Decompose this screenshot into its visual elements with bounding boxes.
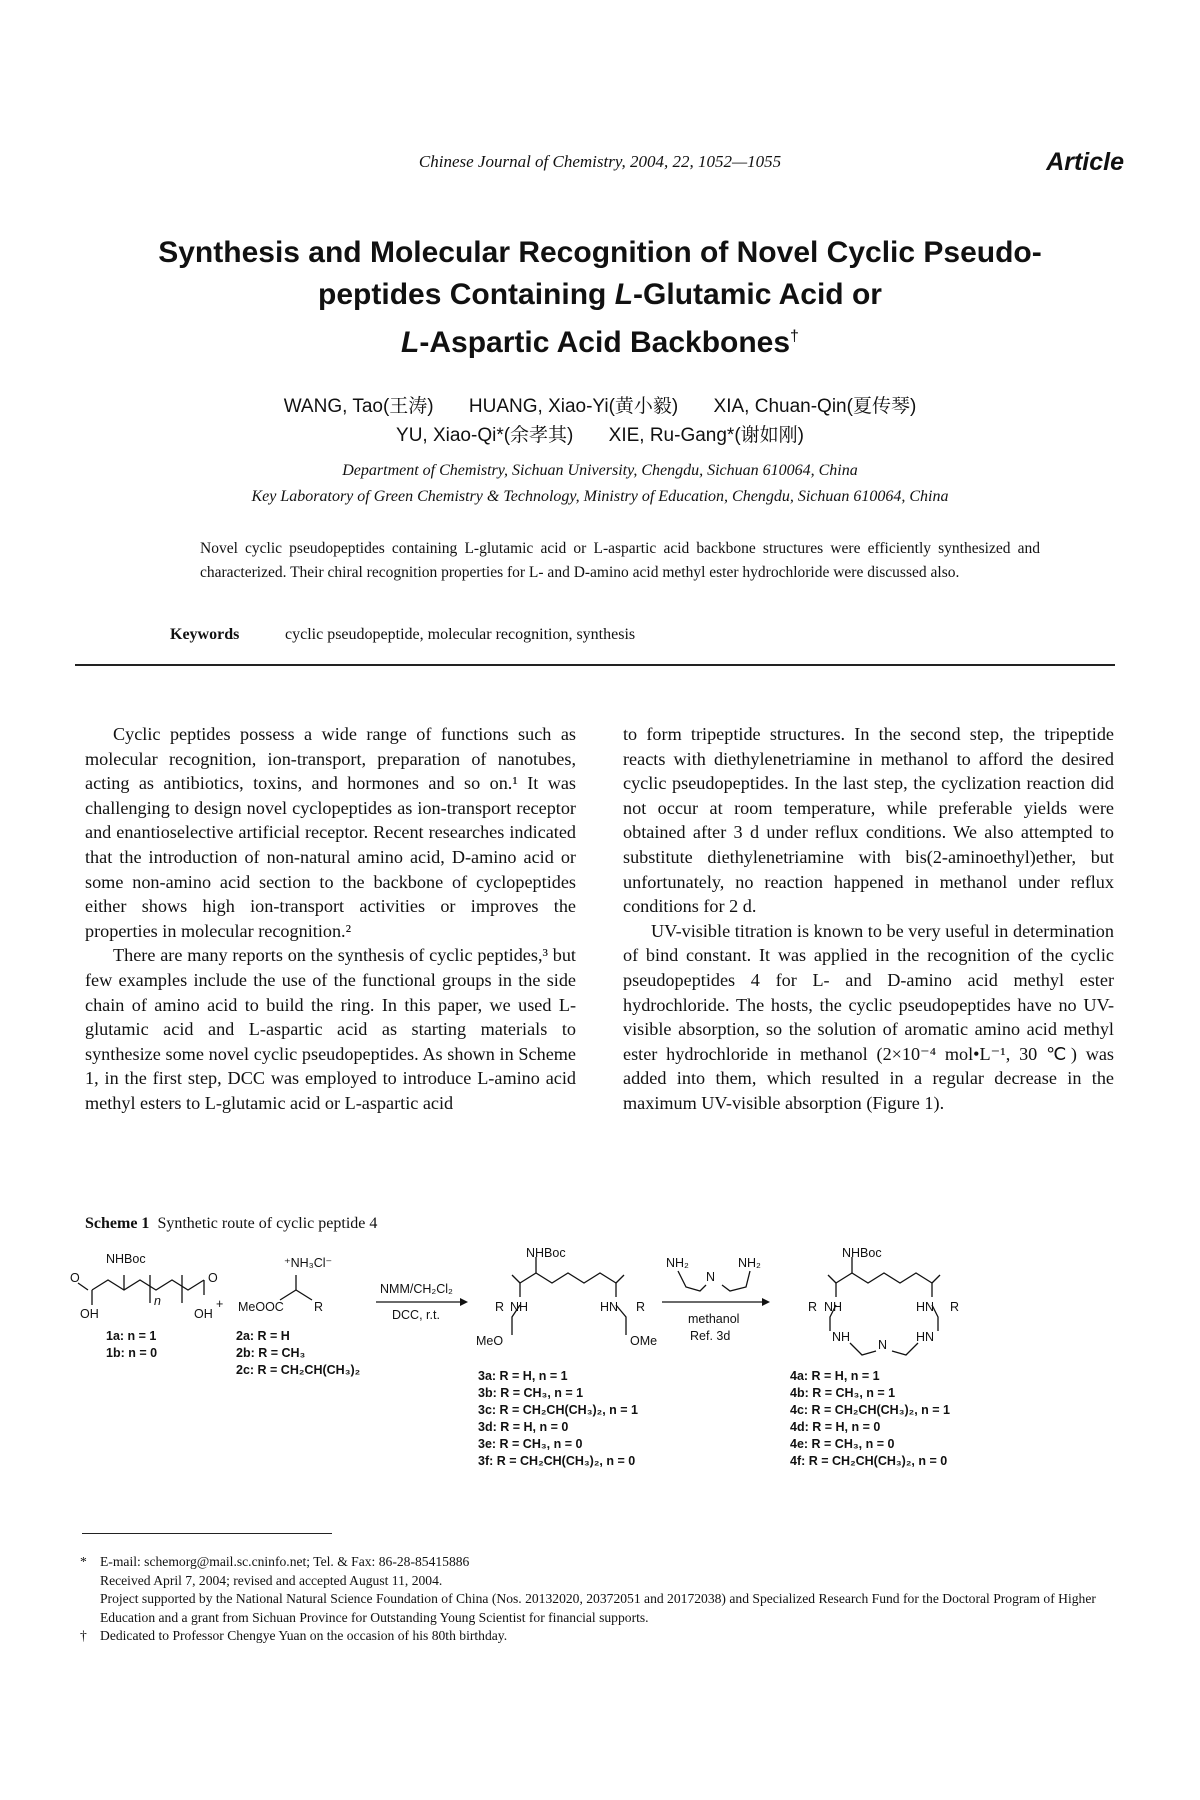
body-column-right	[623, 722, 1114, 1116]
compound-4a: 4a: R = H, n = 1	[790, 1369, 880, 1383]
affiliation-2: Key Laboratory of Green Chemistry & Technology, Ministry of Education, Chengdu, Sichuan 610064, China	[251, 488, 949, 505]
footnote-received: Received April 7, 2004; revised and accepted August 11, 2004.	[100, 1572, 443, 1588]
atom-label: O	[70, 1271, 80, 1285]
footnotes	[80, 1553, 1130, 1646]
paragraph: There are many reports on the synthesis of cyclic peptides,³ but few examples include the use of the functional groups in the side chain of amino acid to build the ring. In this paper, we used L-glutamic acid and L-aspartic acid as starting materials to synthesize some novel cyclic pseudopeptides. As shown in Scheme 1, in the first step, DCC was employed to introduce L-amino acid methyl esters to L-glutamic acid or L-aspartic acid	[85, 945, 576, 1113]
title-line-2: peptides Containing L-Glutamic Acid or	[318, 278, 882, 311]
r-label: R	[808, 1300, 818, 1314]
atom-label: NH₂	[666, 1256, 689, 1270]
atom-label: N	[878, 1338, 888, 1352]
plus-sign: +	[216, 1297, 224, 1311]
compound-3e: 3e: R = CH₃, n = 0	[478, 1437, 583, 1451]
compound-3f: 3f: R = CH₂CH(CH₃)₂, n = 0	[478, 1454, 636, 1468]
body-column-left	[85, 722, 576, 1116]
scheme-caption-text: Synthetic route of cyclic peptide 4	[157, 1215, 378, 1232]
atom-label: NH	[824, 1300, 843, 1314]
keywords-label: Keywords	[170, 626, 240, 643]
atom-label: NH₂	[738, 1256, 761, 1270]
arrowhead	[460, 1298, 468, 1306]
paper-title	[120, 232, 1080, 364]
compound-4f: 4f: R = CH₂CH(CH₃)₂, n = 0	[790, 1454, 948, 1468]
nhboc-label-4: NHBoc	[842, 1246, 882, 1260]
author-huang: HUANG, Xiao-Yi(黄小毅)	[468, 396, 679, 417]
compound-1a: 1a: n = 1	[106, 1329, 157, 1343]
paragraph: UV-visible titration is known to be very useful in determination of bind constant. It was applied in the recognition of the cyclic pseudopeptides 4 for L- and D-amino acid methyl ester hydrochloride. The hosts, the cyclic pseudopeptides have no UV-visible absorption, so the solution of aromatic amino acid methyl ester hydrochloride in methanol (2×10⁻⁴ mol•L⁻¹, 30 ℃) was added into them, which resulted in a regular decrease in the maximum UV-visible absorption (Figure 1).	[623, 920, 1114, 1113]
compound-3d: 3d: R = H, n = 0	[478, 1420, 569, 1434]
atom-label: n	[154, 1294, 161, 1308]
compound-4d: 4d: R = H, n = 0	[790, 1420, 881, 1434]
atom-label: NH	[832, 1330, 851, 1344]
footnote-email: * E-mail: schemorg@mail.sc.cninfo.net; Tel. & Fax: 86-28-85415886	[80, 1554, 470, 1569]
author-wang: WANG, Tao(王涛)	[283, 396, 434, 417]
author-line-1	[0, 391, 1200, 418]
scheme-caption	[85, 1215, 377, 1233]
atom-label: O	[208, 1271, 218, 1285]
atom-label: MeO	[476, 1334, 504, 1348]
atom-label: OH	[194, 1307, 213, 1321]
author-line-2	[0, 420, 1200, 447]
compound-2c: 2c: R = CH₂CH(CH₃)₂	[236, 1363, 361, 1377]
keywords-text: cyclic pseudopeptide, molecular recognition, synthesis	[285, 626, 636, 643]
reagent-2-top: methanol	[688, 1312, 740, 1326]
paragraph: Cyclic peptides possess a wide range of functions such as molecular recognition, ion-transport, preparation of nanotubes, acting as antibiotics, toxins, and hormones and so on.¹ It was challenging to design novel cyclopeptides as ion-transport receptor and enantioselective artificial receptor. Recent researches indicated that the introduction of non-natural amino acid, D-amino acid or some non-amino acid section to the backbone of cyclopeptides either shows high ion-transport activities or improves the properties in molecular recognition.²	[85, 724, 576, 941]
meooc-label: MeOOC	[238, 1300, 284, 1314]
atom-label: N	[706, 1270, 716, 1284]
article-type-label: Article	[1046, 148, 1124, 176]
compound-3a: 3a: R = H, n = 1	[478, 1369, 568, 1383]
compound-3c: 3c: R = CH₂CH(CH₃)₂, n = 1	[478, 1403, 638, 1417]
atom-label: HN	[916, 1300, 935, 1314]
compound-4b: 4b: R = CH₃, n = 1	[790, 1386, 896, 1400]
author-yu: YU, Xiao-Qi*(余孝其)	[396, 425, 574, 446]
title-line-1: Synthesis and Molecular Recognition of Novel Cyclic Pseudo-	[158, 236, 1042, 269]
r-label: R	[950, 1300, 960, 1314]
atom-label: HN	[916, 1330, 935, 1344]
atom-label: HN	[600, 1300, 619, 1314]
footnote-dedication: † Dedicated to Professor Chengye Yuan on the occasion of his 80th birthday.	[80, 1628, 508, 1644]
nhboc-label-1: NHBoc	[106, 1252, 146, 1266]
arrowhead	[762, 1298, 770, 1306]
scheme-caption-label: Scheme 1	[85, 1215, 150, 1232]
footnote-divider	[82, 1533, 332, 1534]
title-line-3: L-Aspartic Acid Backbones†	[401, 326, 799, 359]
compound-2b: 2b: R = CH₃	[236, 1346, 306, 1360]
reagent-1-top: NMM/CH₂Cl₂	[380, 1282, 453, 1296]
author-xie: XIE, Ru-Gang*(谢如刚)	[608, 425, 804, 446]
paragraph: to form tripeptide structures. In the second step, the tripeptide reacts with diethylenetriamine in methanol to afford the desired cyclic pseudopeptides. In the last step, the cyclization reaction did not occur at room temperature, while preferable yields were obtained after 3 d under reflux conditions. We also attempted to substitute diethylenetriamine with bis(2-aminoethyl)ether, but unfortunately, no reaction happened in methanol under reflux conditions for 2 d.	[623, 724, 1114, 917]
atom-label: NH	[510, 1300, 529, 1314]
ammonium-label: ⁺NH₃Cl⁻	[284, 1256, 333, 1270]
structure-3-bonds	[512, 1257, 626, 1335]
r-label: R	[495, 1300, 505, 1314]
compound-4c: 4c: R = CH₂CH(CH₃)₂, n = 1	[790, 1403, 950, 1417]
structure-1-bonds	[78, 1275, 204, 1305]
compound-2a: 2a: R = H	[236, 1329, 290, 1343]
compound-4e: 4e: R = CH₃, n = 0	[790, 1437, 895, 1451]
abstract: Novel cyclic pseudopeptides containing L-glutamic acid or L-aspartic acid backbone structures were efficiently synthesized and characterized. Their chiral recognition properties for L- and D-amino acid methyl ester hydrochloride were discussed also.	[200, 540, 1040, 581]
reagent-1-bottom: DCC, r.t.	[392, 1308, 440, 1322]
r-label: R	[314, 1300, 324, 1314]
structure-2-bonds	[280, 1275, 312, 1300]
header-divider	[75, 664, 1115, 666]
compound-3b: 3b: R = CH₃, n = 1	[478, 1386, 584, 1400]
r-label: R	[636, 1300, 646, 1314]
footnote-project: Project supported by the National Natural Science Foundation of China (Nos. 20132020, 20372051 and 20172038) and Specialized Research Fund for the Doctoral Program of Higher Education and a grant from Sichuan Province for Outstanding Young Scientist for financial supports.	[100, 1591, 1096, 1625]
author-xia: XIA, Chuan-Qin(夏传琴)	[713, 396, 917, 417]
compound-1b: 1b: n = 0	[106, 1346, 158, 1360]
journal-citation: Chinese Journal of Chemistry, 2004, 22, 1052—1055	[418, 152, 782, 171]
synthetic-scheme-figure	[70, 1245, 1130, 1515]
nhboc-label-3: NHBoc	[526, 1246, 566, 1260]
atom-label: OH	[80, 1307, 99, 1321]
affiliation-1: Department of Chemistry, Sichuan University, Chengdu, Sichuan 610064, China	[342, 462, 858, 479]
reagent-2-bottom: Ref. 3d	[690, 1329, 731, 1343]
atom-label: OMe	[630, 1334, 658, 1348]
